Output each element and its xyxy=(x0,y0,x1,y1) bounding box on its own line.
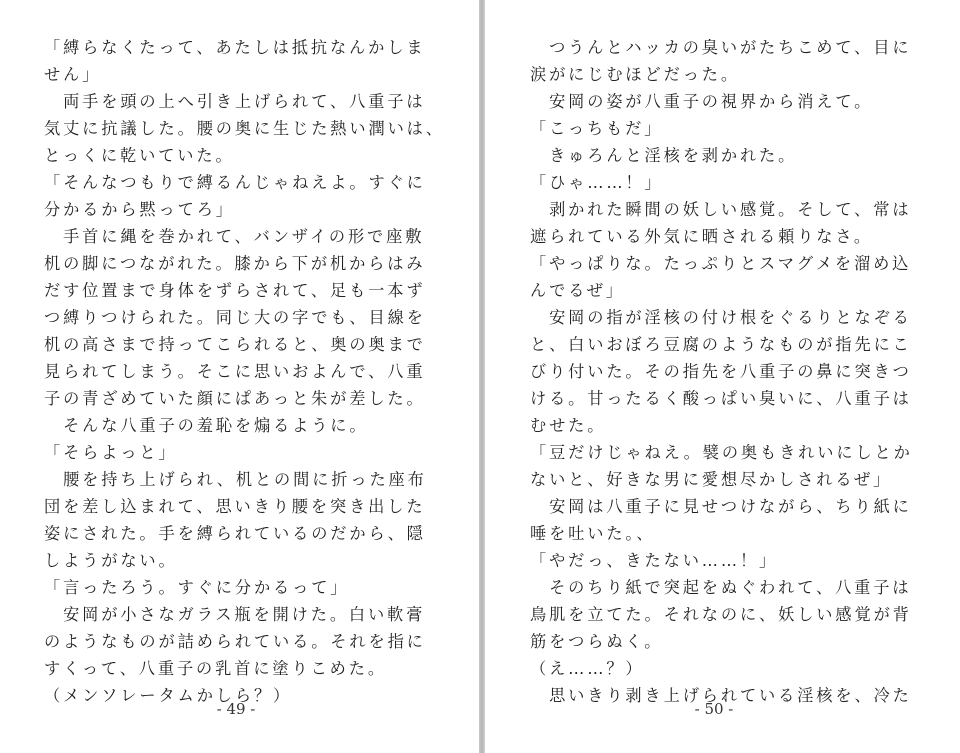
text-line: 「ひゃ……！」 xyxy=(530,173,664,192)
text-line: 「やっぱりな。たっぷりとスマグメを溜め込 xyxy=(530,254,912,273)
text-line: むせた。 xyxy=(530,416,607,435)
text-line: びり付いた。その指先を八重子の鼻に突きつ xyxy=(530,362,912,381)
page-49-text xyxy=(44,34,445,709)
text-line: と、白いおぼろ豆腐のようなものが指先にこ xyxy=(530,335,912,354)
text-line: 机の脚につながれた。膝から下が机からはみ xyxy=(44,254,426,273)
text-line: 見られてしまう。そこに思いおよんで、八重 xyxy=(44,362,426,381)
text-line: 子の青ざめていた顔にぱあっと朱が差した。 xyxy=(44,389,426,408)
text-line: 安岡の指が淫核の付け根をぐるりとなぞる xyxy=(530,308,912,327)
text-line: ないと、好きな男に愛想尽かしされるぜ」 xyxy=(530,470,893,489)
text-line: のようなものが詰められている。それを指に xyxy=(44,632,426,651)
text-line: 机の高さまで持ってこられると、奥の奥まで xyxy=(44,335,426,354)
page-49 xyxy=(0,0,479,753)
text-line: 安岡の姿が八重子の視界から消えて。 xyxy=(530,92,874,111)
text-line: せん」 xyxy=(44,65,102,84)
page-number: - 50 - xyxy=(694,700,734,718)
text-line: 分かるから黙ってろ」 xyxy=(44,200,235,219)
page-50 xyxy=(485,0,960,753)
text-line: 「そんなつもりで縛るんじゃねえよ。すぐに xyxy=(44,173,426,192)
text-line: だす位置まで身体をずらされて、足も一本ず xyxy=(44,281,426,300)
text-line: 腰を持ち上げられ、机との間に折った座布 xyxy=(44,470,427,489)
text-line: 剥かれた瞬間の妖しい感覚。そして、常は xyxy=(530,200,912,219)
text-line: 安岡は八重子に見せつけながら、ちり紙に xyxy=(530,497,912,516)
text-line: 唾を吐いた。、 xyxy=(530,524,656,543)
text-line: （え……？） xyxy=(530,659,645,678)
text-line: 「そらよっと」 xyxy=(44,443,178,462)
text-line: そのちり紙で突起をぬぐわれて、八重子は xyxy=(530,578,912,597)
text-line: 手首に縄を巻かれて、バンザイの形で座敷 xyxy=(44,227,425,246)
text-line: つうんとハッカの臭いがたちこめて、目に xyxy=(530,38,912,57)
text-line: つ縛りつけられた。同じ大の字でも、目線を xyxy=(44,308,426,327)
text-line: 「やだっ、きたない……！」 xyxy=(530,551,779,570)
text-line: 団を差し込まれて、思いきり腰を突き出した xyxy=(44,497,426,516)
text-line: （メンソレータムかしら？） xyxy=(44,686,293,705)
page-50-text xyxy=(530,34,913,709)
text-line: 遮られている外気に晒される頼りなさ。 xyxy=(530,227,873,246)
text-line: 安岡が小さなガラス瓶を開けた。白い軟膏 xyxy=(44,605,426,624)
text-line: 涙がにじむほどだった。 xyxy=(530,65,740,84)
text-line: んでるぜ」 xyxy=(530,281,625,300)
text-line: きゅろんと淫核を剥かれた。 xyxy=(530,146,798,165)
text-line: 気丈に抗議した。腰の奥に生じた熱い潤いは、 xyxy=(44,119,445,138)
text-line: 姿にされた。手を縛られているのだから、隠 xyxy=(44,524,426,543)
text-line: そんな八重子の羞恥を煽るように。 xyxy=(44,416,369,435)
text-line: しようがない。 xyxy=(44,551,178,570)
text-line: 鳥肌を立てた。それなのに、妖しい感覚が背 xyxy=(530,605,912,624)
text-line: 「こっちもだ」 xyxy=(530,119,664,138)
text-line: 「縛らなくたって、あたしは抵抗なんかしま xyxy=(44,38,426,57)
text-line: とっくに乾いていた。 xyxy=(44,146,235,165)
text-line: 「言ったろう。すぐに分かるって」 xyxy=(44,578,350,597)
text-line: 「豆だけじゃねえ。襞の奥もきれいにしとか xyxy=(530,443,913,462)
text-line: 思いきり剥き上げられている淫核を、冷た xyxy=(530,686,912,705)
text-line: ける。甘ったるく酸っぱい臭いに、八重子は xyxy=(530,389,912,408)
text-line: 両手を頭の上へ引き上げられて、八重子は xyxy=(44,92,426,111)
page-number: - 49 - xyxy=(216,700,256,718)
text-line: すくって、八重子の乳首に塗りこめた。 xyxy=(44,659,387,678)
text-line: 筋をつらぬく。 xyxy=(530,632,664,651)
